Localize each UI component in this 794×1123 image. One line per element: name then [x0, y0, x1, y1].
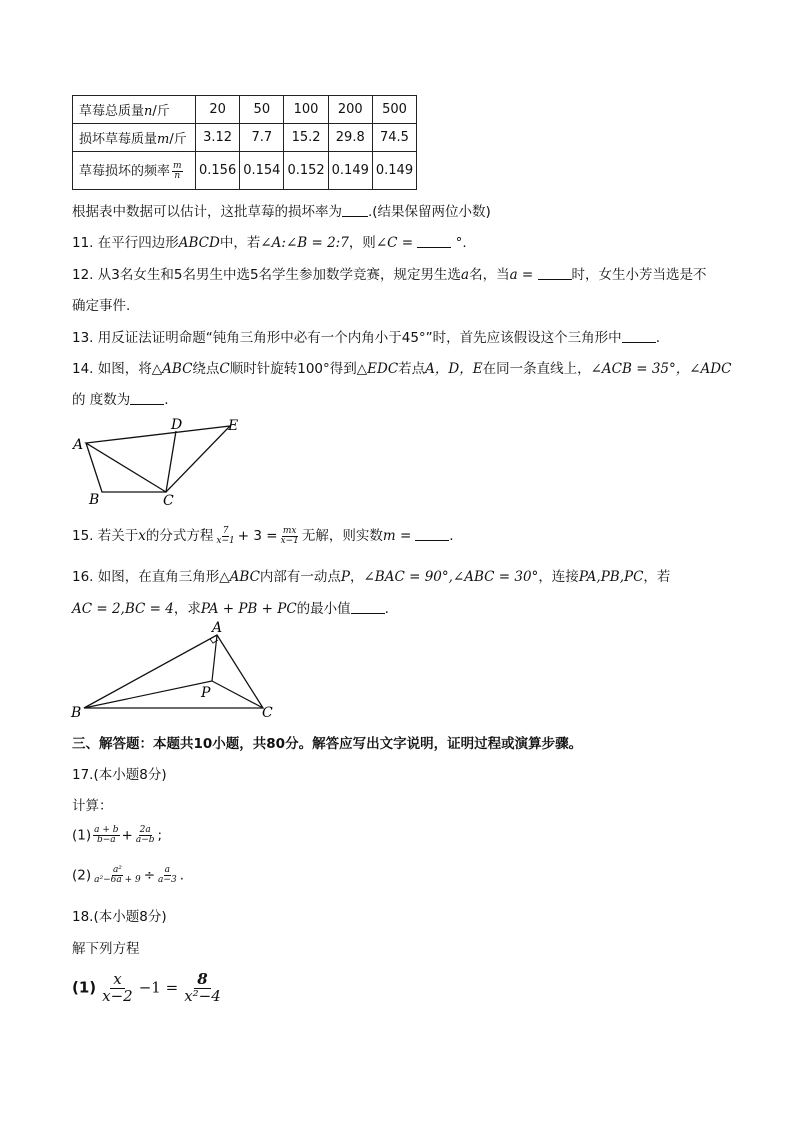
table-cell: 29.8	[328, 124, 372, 152]
table-row-header: 草莓损坏的频率 $\frac{m}{n}$	[73, 152, 196, 190]
question-14-line2: 的 度数为 .	[72, 392, 169, 408]
table-cell: 74.5	[372, 124, 416, 152]
question-16: 16. 如图，在直角三角形△ABC内部有一动点P，∠BAC = 90°,∠ABC = 30°，连接PA,PB,PC，若	[72, 569, 671, 585]
question-15: 15. 若关于x的分式方程 $\frac{7}{x-1}$ + 3 = $\frac{mx}{x-1}$ 无解，则实数m = .	[72, 525, 454, 546]
question-12: 12. 从3名女生和5名男生中选5名学生参加数学竞赛，规定男生选a名，当a = 时，女生小芳当选是不	[72, 267, 707, 283]
table-cell: 20	[196, 96, 240, 124]
strawberry-data-table	[72, 95, 417, 190]
point-label-c: C	[163, 493, 174, 509]
table-row-header: 损坏草莓质量m/斤	[73, 124, 196, 152]
point-label-d: D	[171, 417, 183, 433]
point-label-p: P	[201, 685, 211, 701]
question-18-intro: 解下列方程	[72, 941, 140, 957]
question-14: 14. 如图，将△ABC绕点C顺时针旋转100°得到△EDC若点A，D，E在同一条直线上，∠ACB = 35°，∠ADC	[72, 361, 732, 377]
point-label-a: A	[73, 437, 84, 453]
question-16-line2: AC = 2,BC = 4，求PA + PB + PC的最小值 .	[72, 601, 389, 617]
table-cell: 100	[284, 96, 328, 124]
question-17-intro: 计算：	[72, 798, 113, 814]
question-17-title: 17.(本小题8分)	[72, 767, 167, 783]
question-18-part-1: (1) $\frac{x}{x-2}$ −1 = $\frac{8}{\text{x²−4}}$	[72, 970, 221, 1005]
section-3-heading: 三、解答题：本题共10小题，共80分。解答应写出文字说明，证明过程或演算步骤。	[72, 736, 583, 752]
table-cell: 0.152	[284, 152, 328, 190]
figure-14-lines	[86, 426, 230, 492]
table-cell: 500	[372, 96, 416, 124]
figure-16-segment-pc	[212, 681, 263, 708]
table-cell: 15.2	[284, 124, 328, 152]
point-label-c: C	[262, 705, 273, 721]
table-cell: 7.7	[240, 124, 284, 152]
table-cell: 0.149	[372, 152, 416, 190]
table-cell: 0.149	[328, 152, 372, 190]
question-17-part-2: (2) $\frac{\text{a²}}{\text{a²−6a + 9}}$ ÷ $\frac{a}{a-3}$ .	[72, 865, 184, 885]
point-label-e: E	[228, 418, 239, 434]
figure-16-triangle	[84, 635, 263, 708]
table-cell: 0.154	[240, 152, 284, 190]
q10-answer-line: 根据表中数据可以估计，这批草莓的损坏率为 .(结果保留两位小数)	[72, 204, 491, 220]
table-row-header: 草莓总质量n/斤	[73, 96, 196, 124]
table-cell: 50	[240, 96, 284, 124]
table-cell: 3.12	[196, 124, 240, 152]
table-cell: 200	[328, 96, 372, 124]
question-12-line2: 确定事件.	[72, 298, 131, 314]
figure-14	[70, 414, 250, 509]
question-17-part-1: (1) $\frac{a + b}{b-a}$ + $\frac{2a}{a-b}$ ;	[72, 825, 163, 845]
point-label-b: B	[71, 705, 82, 721]
table-cell: 0.156	[196, 152, 240, 190]
point-label-a: A	[212, 620, 223, 636]
question-11: 11. 在平行四边形ABCD中，若∠A:∠B = 2:7，则∠C = °.	[72, 235, 467, 251]
figure-16	[68, 618, 282, 722]
question-18-title: 18.(本小题8分)	[72, 909, 167, 925]
point-label-b: B	[89, 492, 100, 508]
question-13: 13. 用反证法证明命题“钝角三角形中必有一个内角小于45°”时，首先应该假设这个三角形中 .	[72, 330, 660, 346]
